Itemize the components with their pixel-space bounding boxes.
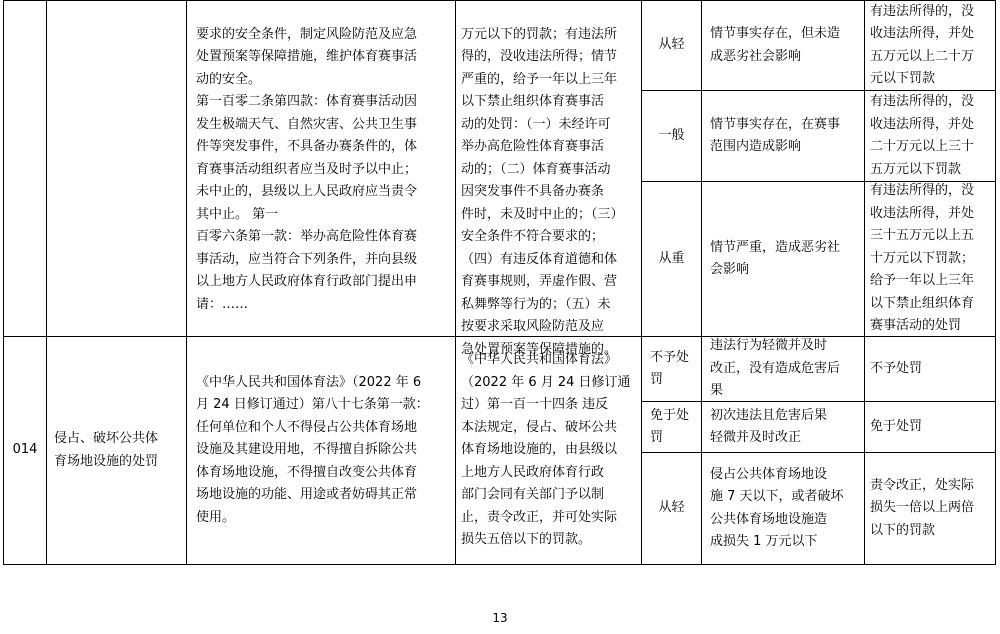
item-number-cell [4,337,46,564]
circumstance-text: 初次违法且危害后果 轻微并及时改正 [710,407,828,445]
table-border-bottom [3,564,996,565]
level-label: 免于处 罚 [650,407,690,445]
standard-text: 不予处罚 [870,360,923,376]
circumstance-text: 情节严重，造成恶劣社 会影响 [710,239,841,277]
penalty-basis-text: 《中华人民共和国体育法》 （2022 年 6 月 24 日修订通 过）第一百一十四条 违反 本法规定，侵占、破坏公共 体育场地设施的，由县级以 上地方人民政府体育行政 部门会同有关部门予以制 止，责令改正，并可处实际 损失五倍以下的罚款。 [461,352,631,548]
col-border [864,0,865,565]
level-cell [642,1,701,90]
level-cell [650,337,701,401]
standard-text: 有违法所得的，没 收违法所得，并处 二十万元以上三十 五万元以下罚款 [870,94,975,177]
level-label: 一般 [658,127,685,143]
level-label: 从轻 [658,500,685,516]
standard-cell [870,91,995,181]
standard-text: 责令改正，处实际 损失一倍以上两倍 以下的罚款 [870,477,975,538]
basis-cell [196,1,452,335]
col-border [186,0,187,565]
standard-text: 有违法所得的，没 收违法所得，并处 五万元以上二十万 元以下罚款 [870,3,975,86]
circumstance-cell [710,453,862,564]
level-cell [642,91,701,181]
item-number: 014 [12,442,38,458]
standard-cell [870,337,995,401]
level-cell [642,453,701,564]
standard-text: 免于处罚 [870,418,923,434]
level-label: 从重 [658,250,685,266]
circumstance-text: 违法行为轻微并及时 改正，没有造成危害后 果 [710,338,841,399]
standard-cell [870,182,995,336]
level-label: 从轻 [658,37,685,53]
col-border [455,0,456,565]
basis-text: 要求的安全条件，制定风险防范及应急 处置预案等保障措施，维护体育赛事活 动的安全。 第一百零二条第四款：体育赛事活动因 发生极端天气、自然灾害、公共卫生事 件等突发事件，不具备办赛条件的，体 育赛事活动组织者应当及时予以中止； 未中止的，县级以上人民政府应当责令 其中止。 第一 百零六条第一款：举办高危险性体育赛 事活动，应当符合下列条件，并向县级 以上地方人民政府体育行政部门提出申 请：…… [196,26,418,312]
item-name: 侵占、破坏公共体 育场地设施的处罚 [54,431,159,469]
standard-cell [870,402,995,452]
level-label: 不予处 罚 [650,349,690,387]
standard-cell [870,453,995,564]
penalty-basis-cell [461,337,639,564]
penalty-basis-text: 万元以下的罚款；有违法所 得的，没收违法所得；情节 严重的，给予一年以上三年 以下禁止组织体育赛事活 动的处罚：（一）未经许可 举办高危险性体育赛事活 动的；（二）体育赛事活动 因突发事件不具备办赛条 件时，未及时中止的；（三） 安全条件不符合要求的； （四）有违反体育道德和体 育赛事规则，弄虚作假、营 私舞弊等行为的；（五）未 按要求采取风险防范及应 急处置预案等保障措施的。 [461,26,624,357]
circumstance-cell [710,182,862,336]
circumstance-cell [710,337,862,401]
item-name-cell [54,337,184,564]
standard-cell [870,1,995,90]
basis-text: 《中华人民共和国体育法》（2022 年 6 月 24 日修订通过）第八十七条第一款： 任何单位和个人不得侵占公共体育场地 设施及其建设用地，不得擅自拆除公共 体育场地设施，不得擅自改变公共体育 场地设施的功能、用途或者妨碍其正常 使用。 [196,374,429,525]
col-border [701,0,702,565]
circumstance-text: 侵占公共体育场地设 施 7 天以下，或者破坏 公共体育场地设施造 成损失 1 万元以下 [710,466,844,549]
level-cell [642,182,701,336]
level-cell [650,402,701,452]
circumstance-cell [710,1,862,90]
page-number: 13 [492,611,508,625]
circumstance-cell [710,402,862,452]
circumstance-text: 情节事实存在，在赛事 范围内造成影响 [710,116,841,154]
col-border [46,0,47,565]
basis-cell [196,337,452,564]
penalty-basis-cell [461,1,639,357]
circumstance-text: 情节事实存在，但未造 成恶劣社会影响 [710,26,841,64]
circumstance-cell [710,91,862,181]
standard-text: 有违法所得的，没 收违法所得，并处 三十五万元以上五 十万元以下罚款； 给予一年以上三年 以下禁止组织体育 赛事活动的处罚 [870,183,975,334]
col-border [995,0,996,565]
